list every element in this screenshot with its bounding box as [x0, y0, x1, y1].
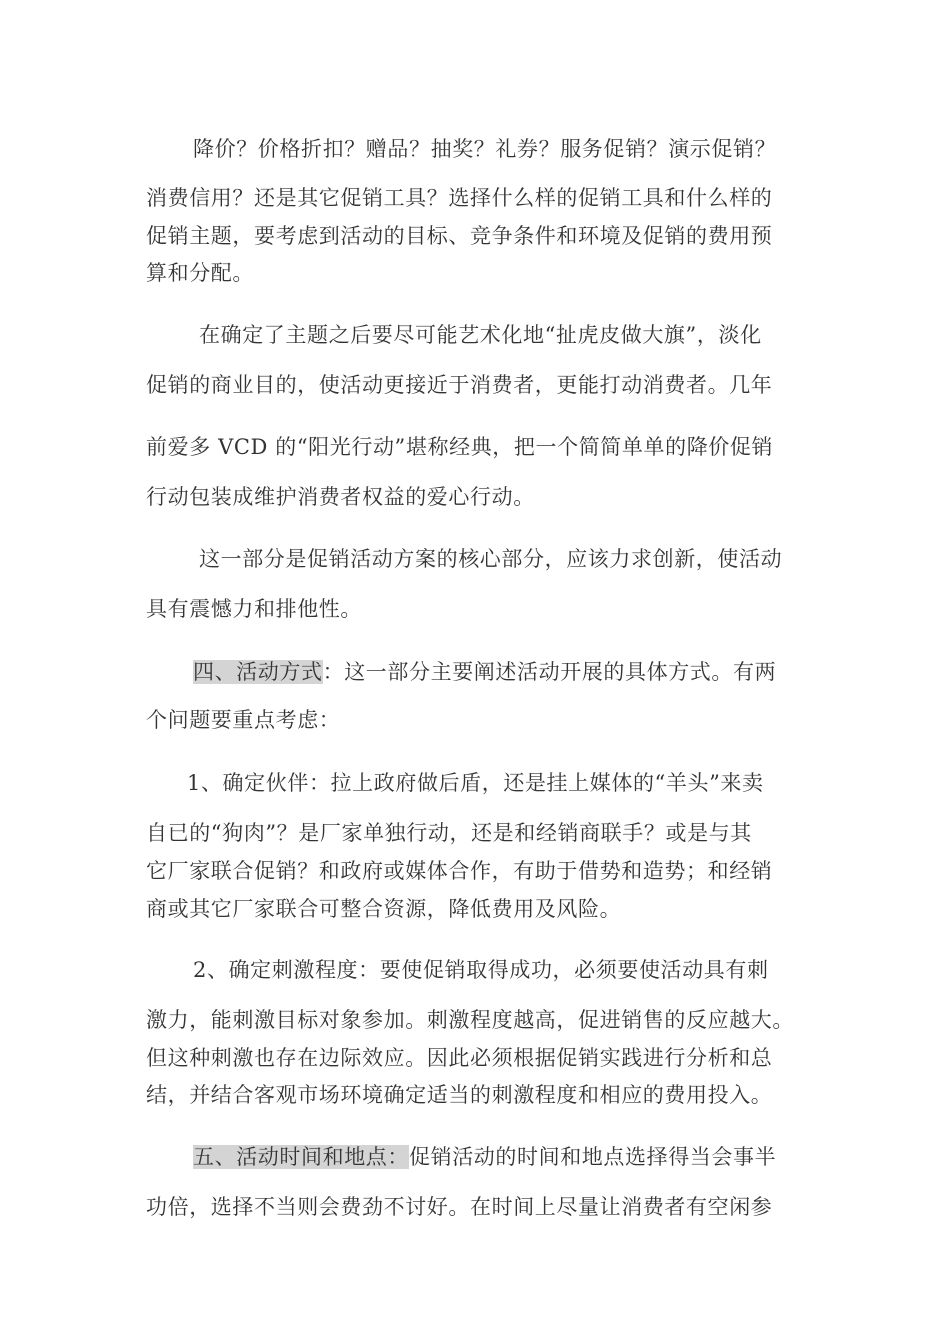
section-heading-activity-method: 四、活动方式 [193, 660, 323, 684]
paragraph-6-line-1: 2、确定刺激程度：要使促销取得成功，必须要使活动具有刺 [193, 958, 769, 982]
paragraph-7-line-1 [193, 1142, 776, 1172]
paragraph-1-line-2: 消费信用？还是其它促销工具？选择什么样的促销工具和什么样的 [146, 186, 773, 210]
paragraph-7-line-2: 功倍，选择不当则会费劲不讨好。在时间上尽量让消费者有空闲参 [146, 1195, 773, 1219]
paragraph-4-line-2: 个问题要重点考虑： [146, 708, 341, 732]
paragraph-4-line-1-text: ：这一部分主要阐述活动开展的具体方式。有两 [322, 660, 777, 684]
paragraph-2-line-1: 在确定了主题之后要尽可能艺术化地“扯虎皮做大旗”，淡化 [199, 323, 762, 347]
paragraph-7-line-1-text: 促销活动的时间和地点选择得当会事半 [409, 1145, 777, 1169]
paragraph-2-line-3: 前爱多 VCD 的“阳光行动”堪称经典，把一个简简单单的降价促销 [146, 435, 774, 459]
paragraph-3-line-2: 具有震憾力和排他性。 [146, 597, 362, 621]
paragraph-5-line-1: 1、确定伙伴：拉上政府做后盾，还是挂上媒体的“羊头”来卖 [187, 771, 764, 795]
paragraph-1-line-1: 降价？价格折扣？赠品？抽奖？礼券？服务促销？演示促销？ [193, 137, 777, 161]
paragraph-2-line-2: 促销的商业目的，使活动更接近于消费者，更能打动消费者。几年 [146, 373, 773, 397]
paragraph-5-line-3: 它厂家联合促销？和政府或媒体合作，有助于借势和造势；和经销 [146, 859, 773, 883]
paragraph-4-line-1 [193, 657, 776, 687]
paragraph-6-line-2: 激力，能刺激目标对象参加。刺激程度越高，促进销售的反应越大。 [146, 1008, 794, 1032]
paragraph-1-line-4: 算和分配。 [146, 261, 254, 285]
paragraph-3-line-1: 这一部分是促销活动方案的核心部分，应该力求创新，使活动 [199, 547, 783, 571]
paragraph-5-line-2: 自已的“狗肉”？是厂家单独行动，还是和经销商联手？或是与其 [146, 821, 752, 845]
paragraph-2-line-4: 行动包装成维护消费者权益的爱心行动。 [146, 485, 535, 509]
paragraph-6-line-3: 但这种刺激也存在边际效应。因此必须根据促销实践进行分析和总 [146, 1046, 773, 1070]
paragraph-6-line-4: 结，并结合客观市场环境确定适当的刺激程度和相应的费用投入。 [146, 1083, 773, 1107]
section-heading-activity-time-place: 五、活动时间和地点： [193, 1145, 409, 1169]
paragraph-5-line-4: 商或其它厂家联合可整合资源，降低费用及风险。 [146, 897, 622, 921]
paragraph-1-line-3: 促销主题，要考虑到活动的目标、竞争条件和环境及促销的费用预 [146, 224, 773, 248]
